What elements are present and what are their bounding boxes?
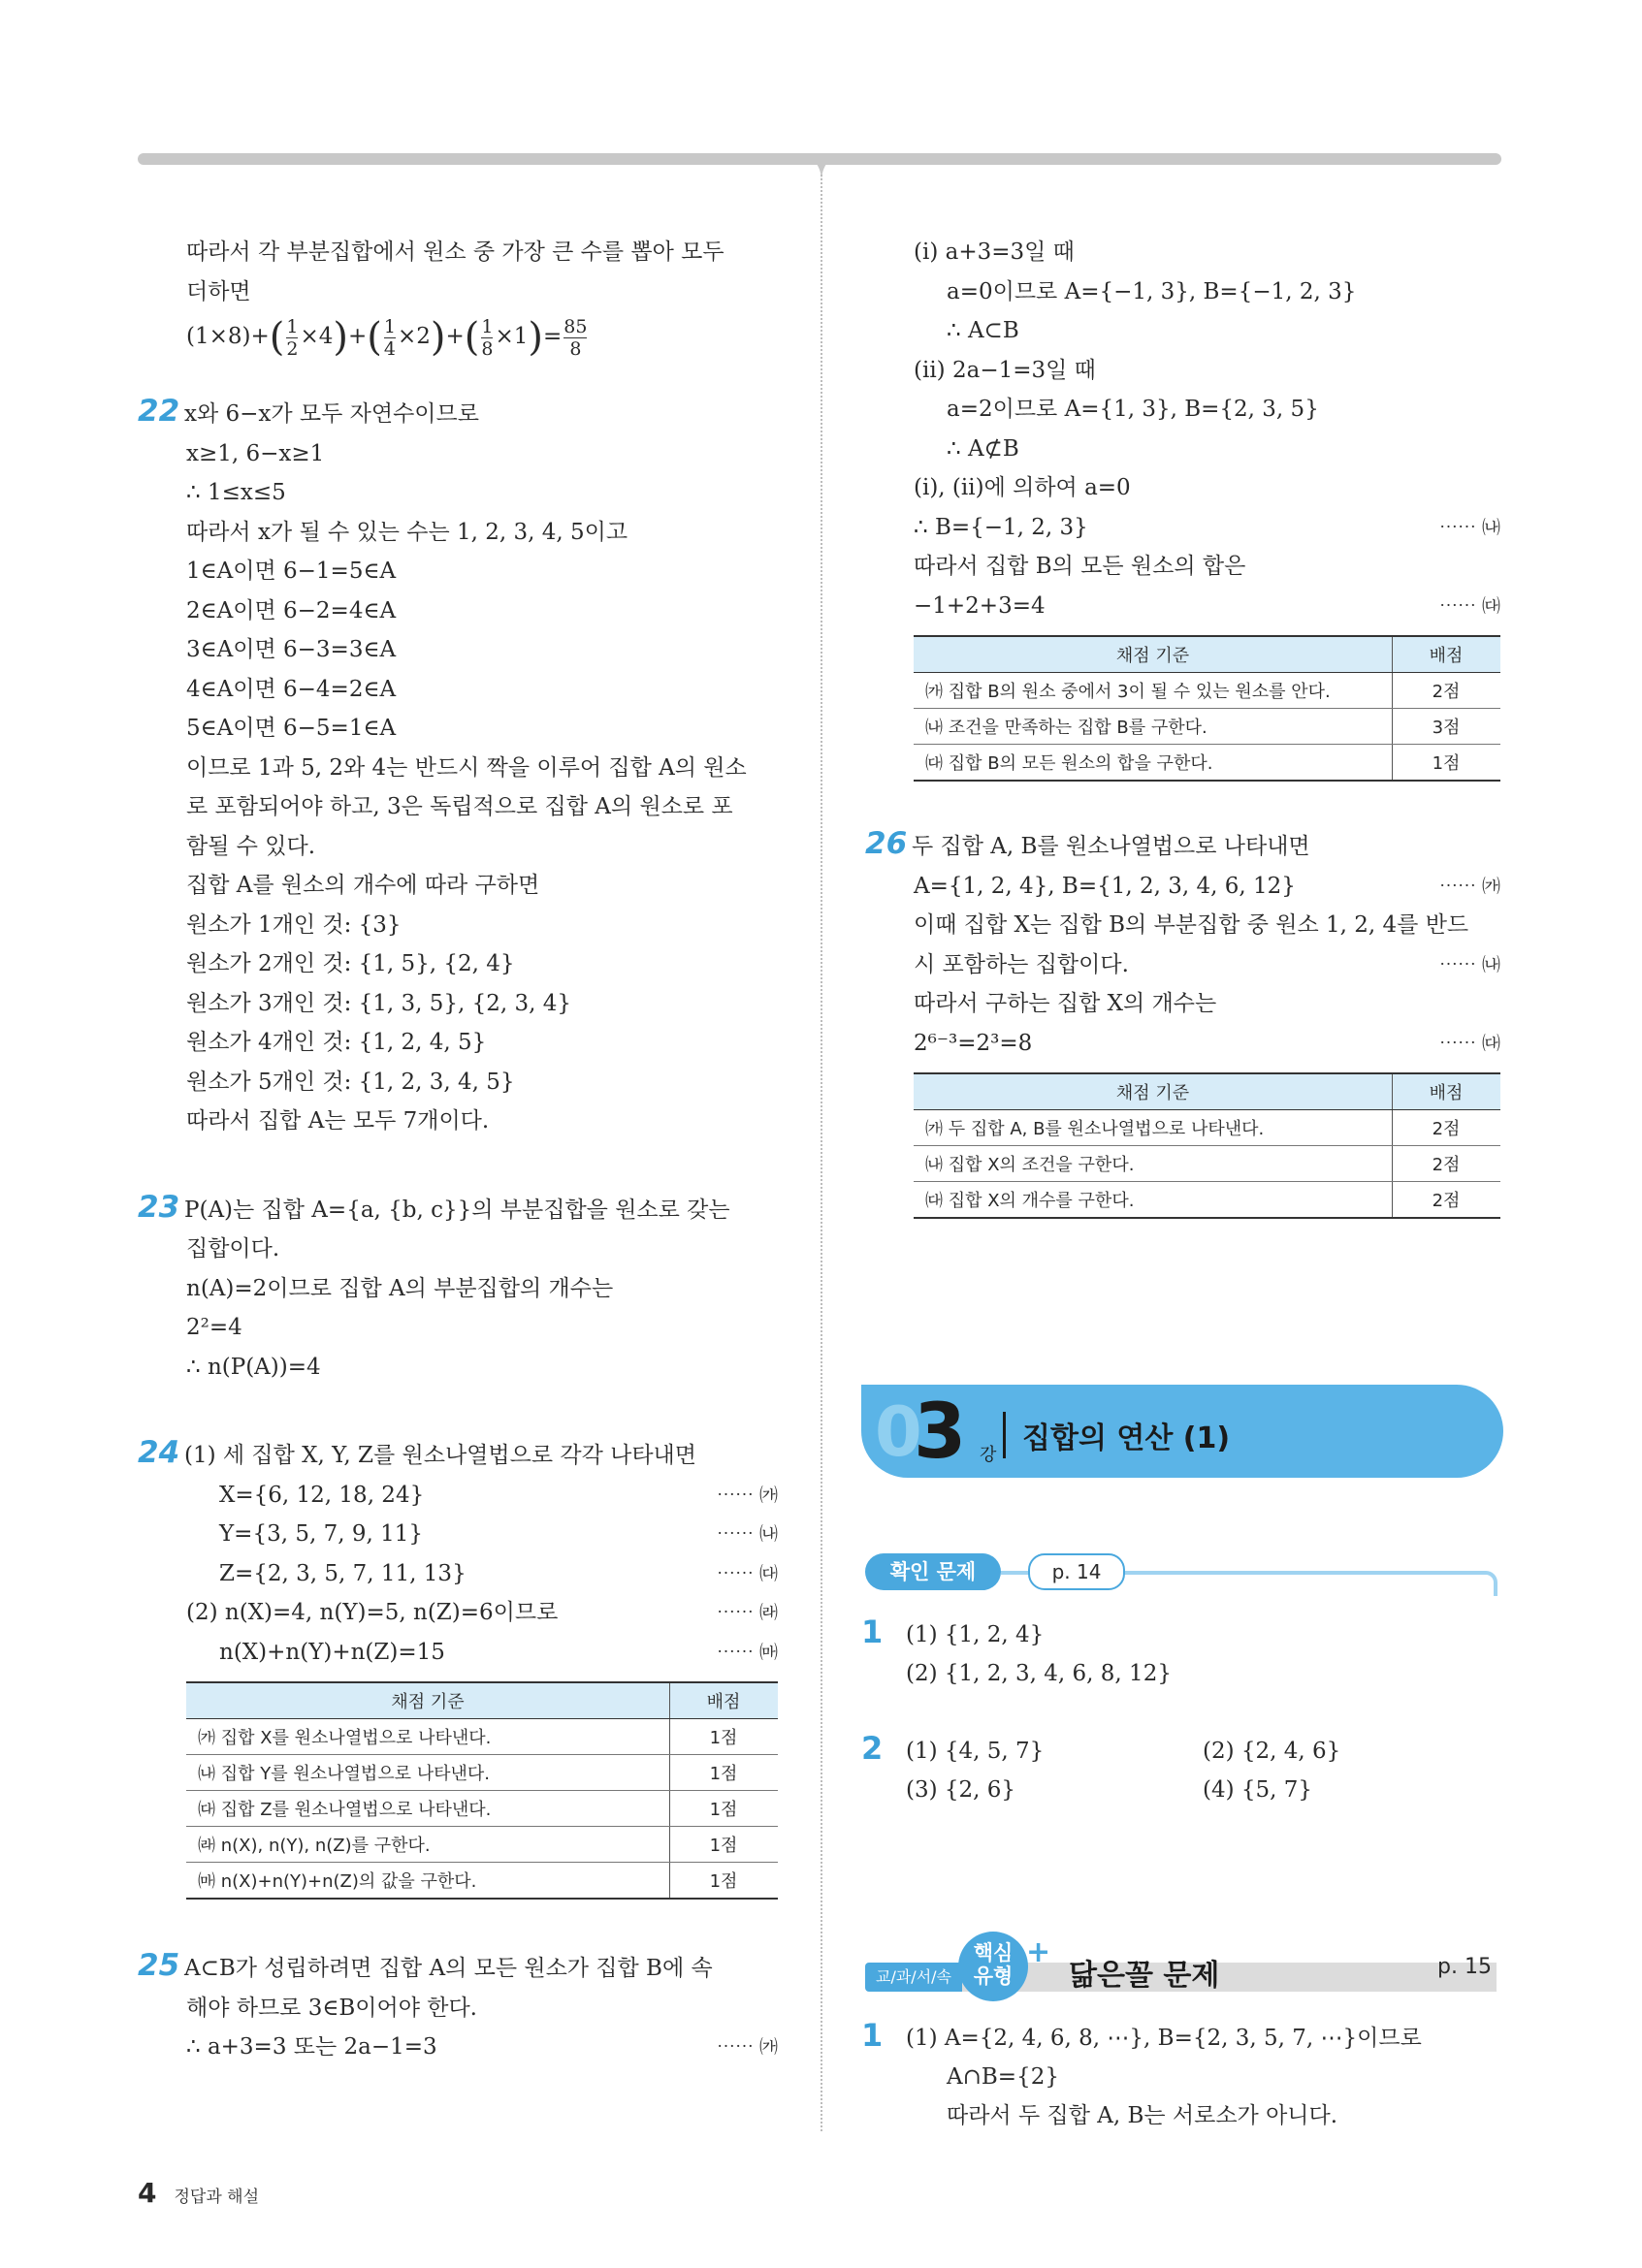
answer-1-a: (1) {1, 2, 4}: [906, 1622, 1045, 1647]
table-row: ㈎ 두 집합 A, B를 원소나열법으로 나타낸다. 2점: [914, 1110, 1500, 1146]
answer-number: 1: [861, 2017, 884, 2054]
answer-2-b: (2) {2, 4, 6}: [1203, 1739, 1341, 1764]
answer-number: 2: [861, 1730, 884, 1767]
core-answer-1-b: A∩B={2}: [947, 2064, 1059, 2090]
right-column: [865, 233, 1500, 1219]
table-row: ㈎ 집합 B의 원소 중에서 3이 될 수 있는 원소를 안다. 2점: [914, 673, 1500, 709]
table-row: ㈏ 집합 Y를 원소나열법으로 나타낸다. 1점: [186, 1755, 778, 1791]
intro-formula: (1×8)+( $\frac{1}{2}$ ×4)+( $\frac{1}{4}$ ×2)+( $\frac{1}{8}$ ×1)= $\frac{85}{8}$: [186, 315, 588, 360]
core-type-header: [861, 1930, 1503, 1997]
problem-number: 24: [138, 1435, 180, 1470]
textbook-tag: 교/과/서/속: [865, 1963, 962, 1992]
problem-25: 25 A⊂B가 성립하려면 집합 A의 모든 원소가 집합 B에 속 해야 하므로 3∈B이어야 한다. ∴ a+3=3 또는 2a−1=3 ⋯⋯ ㈎: [138, 1948, 778, 2060]
left-column: [138, 233, 778, 2067]
table-row: ㈐ 집합 B의 모든 원소의 합을 구한다. 1점: [914, 745, 1500, 782]
grading-table: 채점 기준 배점 ㈎ 집합 B의 원소 중에서 3이 될 수 있는 원소를 안다. 2점 ㈏ 조건을 만족하는 집합 B를 구한다. 3점 ㈐ 집합 B의 모든 원소의 합을 구한다. 1점: [914, 635, 1500, 782]
footer-text: 정답과 해설: [174, 2188, 259, 2207]
problem-number: 25: [138, 1948, 180, 1983]
answer-number: 1: [861, 1613, 884, 1650]
intro-line: 따라서 각 부분집합에서 원소 중 가장 큰 수를 뽑아 모두: [186, 240, 724, 265]
intro-line: 더하면: [186, 278, 251, 304]
table-row: ㈒ n(X)+n(Y)+n(Z)의 값을 구한다. 1점: [186, 1863, 778, 1900]
core-type-badge: 핵심 유형: [958, 1932, 1028, 2001]
table-row: ㈎ 집합 X를 원소나열법으로 나타낸다. 1점: [186, 1719, 778, 1755]
chapter-number-tens: 0: [875, 1392, 922, 1472]
table-row: ㈐ 집합 Z를 원소나열법으로 나타낸다. 1점: [186, 1791, 778, 1827]
page-number: 4: [138, 2177, 157, 2209]
page-ref: p. 15: [1437, 1955, 1492, 1979]
answer-2-d: (4) {5, 7}: [1203, 1777, 1313, 1803]
column-divider: [821, 175, 822, 2131]
problem-number: 23: [138, 1189, 180, 1225]
problem-22: 22 x와 6−x가 모두 자연수이므로 x≥1, 6−x≥1 ∴ 1≤x≤5 따라서 x가 될 수 있는 수는 1, 2, 3, 4, 5이고 1∈A이면 6−1=5∈A 2∈A이면 6−2=4∈A 3∈A이면 6−3=3∈A 4∈A이면 6−4=2∈A 5∈A이면 6−5=1∈A 이므로 1과 5, 2와 4는 반드시 짝을 이루어 집합 A의 원소 로 포함되어야 하고, 3은 독립적으로 집합 A의 원소로 포 함될 수 있다. 집합 A를 원소의 개수에 따라 구하면 원소가 1개인 것: {3} 원소가 2개인 것: {1, 5}, {2, 4} 원소가 3개인 것: {1, 3, 5}, {2, 3, 4} 원소가 4개인 것: {1, 2, 4, 5} 원소가 5개인 것: {1, 2, 3, 4, 5} 따라서 집합 A는 모두 7개이다.: [138, 394, 747, 1134]
answer-2-c: (3) {2, 6}: [906, 1777, 1016, 1803]
problem-number: 22: [138, 394, 180, 429]
problem-number: 26: [865, 826, 908, 861]
grading-table: 채점 기준 배점 ㈎ 집합 X를 원소나열법으로 나타낸다. 1점 ㈏ 집합 Y를 원소나열법으로 나타낸다. 1점 ㈐ 집합 Z를 원소나열법으로 나타낸다. 1점 ㈑ n(X), n(Y), n(Z)를 구한다. 1점 ㈒ n(X)+n(Y)+n(Z)의 값을 구한다. 1점: [186, 1681, 778, 1900]
table-row: ㈏ 조건을 만족하는 집합 B를 구한다. 3점: [914, 709, 1500, 745]
plus-icon: +: [1026, 1935, 1051, 1969]
problem-26: 26 두 집합 A, B를 원소나열법으로 나타내면 A={1, 2, 4}, B={1, 2, 3, 4, 6, 12} ⋯⋯ ㈎ 이때 집합 X는 집합 B의 부분집합 중 원소 1, 2, 4를 반드 시 포함하는 집합이다. ⋯⋯ ㈏ 따라서 구하는 집합 X의 개수는 2⁶⁻³=2³=8 ⋯⋯ ㈐ 채점 기준 배점 ㈎ 두 집합 A, B를 원소나열법으로 나타낸다. 2점 ㈏ 집합 X의 조건을 구한다. 2점 ㈐ 집합 X의 개수를 구한다. 2점: [865, 824, 1500, 1219]
answer-1-b: (2) {1, 2, 3, 4, 6, 8, 12}: [906, 1661, 1172, 1686]
check-problems-header: [865, 1553, 1500, 1592]
page-ref: p. 14: [1028, 1553, 1125, 1590]
chapter-number: 3: [914, 1389, 967, 1476]
page-footer: [138, 2177, 259, 2209]
table-row: ㈑ n(X), n(Y), n(Z)를 구한다. 1점: [186, 1827, 778, 1863]
problem-25-continued: (ⅰ) a+3=3일 때 a=0이므로 A={−1, 3}, B={−1, 2, 3} ∴ A⊂B (ⅱ) 2a−1=3일 때 a=2이므로 A={1, 3}, B={2, 3, 5} ∴ A⊄B (ⅰ), (ⅱ)에 의하여 a=0 ∴ B={−1, 2, 3} ⋯⋯ ㈏ 따라서 집합 B의 모든 원소의 합은 −1+2+3=4 ⋯⋯ ㈐ 채점 기준 배점 ㈎ 집합 B의 원소 중에서 3이 될 수 있는 원소를 안다. 2점 ㈏ 조건을 만족하는 집합 B를 구한다. 3점 ㈐ 집합 B의 모든 원소의 합을 구한다. 1점: [865, 233, 1500, 782]
table-row: ㈏ 집합 X의 조건을 구한다. 2점: [914, 1146, 1500, 1182]
problem-24: 24 (1) 세 집합 X, Y, Z를 원소나열법으로 각각 나타내면 X={6, 12, 18, 24} ⋯⋯ ㈎ Y={3, 5, 7, 9, 11} ⋯⋯ ㈏ Z={2, 3, 5, 7, 11, 13} ⋯⋯ ㈐ (2) n(X)=4, n(Y)=5, n(Z)=6이므로 ⋯⋯ ㈑ n(X)+n(Y)+n(Z)=15 ⋯⋯ ㈒ 채점 기준 배점 ㈎ 집합 X를 원소나열법으로 나타낸다. 1점 ㈏ 집합 Y를 원소나열법으로 나타낸다. 1점 ㈐ 집합 Z를 원소나열법으로 나타낸다. 1점 ㈑ n(X), n(Y), n(Z)를 구한다. 1점 ㈒ n(X)+n(Y)+n(Z)의 값을 구한다. 1점: [138, 1433, 778, 1900]
core-answer-1-a: (1) A={2, 4, 6, 8, ⋯}, B={2, 3, 5, 7, ⋯}이므로: [906, 2026, 1422, 2051]
grading-table: 채점 기준 배점 ㈎ 두 집합 A, B를 원소나열법으로 나타낸다. 2점 ㈏ 집합 X의 조건을 구한다. 2점 ㈐ 집합 X의 개수를 구한다. 2점: [914, 1072, 1500, 1219]
check-label: 확인 문제: [865, 1553, 1001, 1590]
banner-divider: [1003, 1412, 1006, 1458]
answer-2-a: (1) {4, 5, 7}: [906, 1739, 1045, 1764]
table-row: ㈐ 집합 X의 개수를 구한다. 2점: [914, 1182, 1500, 1219]
problem-23: 23 P(A)는 집합 A={a, {b, c}}의 부분집합을 원소로 갖는 집합이다. n(A)=2이므로 집합 A의 부분집합의 개수는 2²=4 ∴ n(P(A))=4: [138, 1189, 730, 1380]
chapter-banner: [861, 1385, 1503, 1478]
core-answer-1-c: 따라서 두 집합 A, B는 서로소가 아니다.: [947, 2103, 1338, 2128]
chapter-unit: 강: [980, 1445, 997, 1465]
chapter-title: 집합의 연산 (1): [1022, 1421, 1231, 1455]
section-title: 닮은꼴 문제: [1069, 1959, 1220, 1993]
